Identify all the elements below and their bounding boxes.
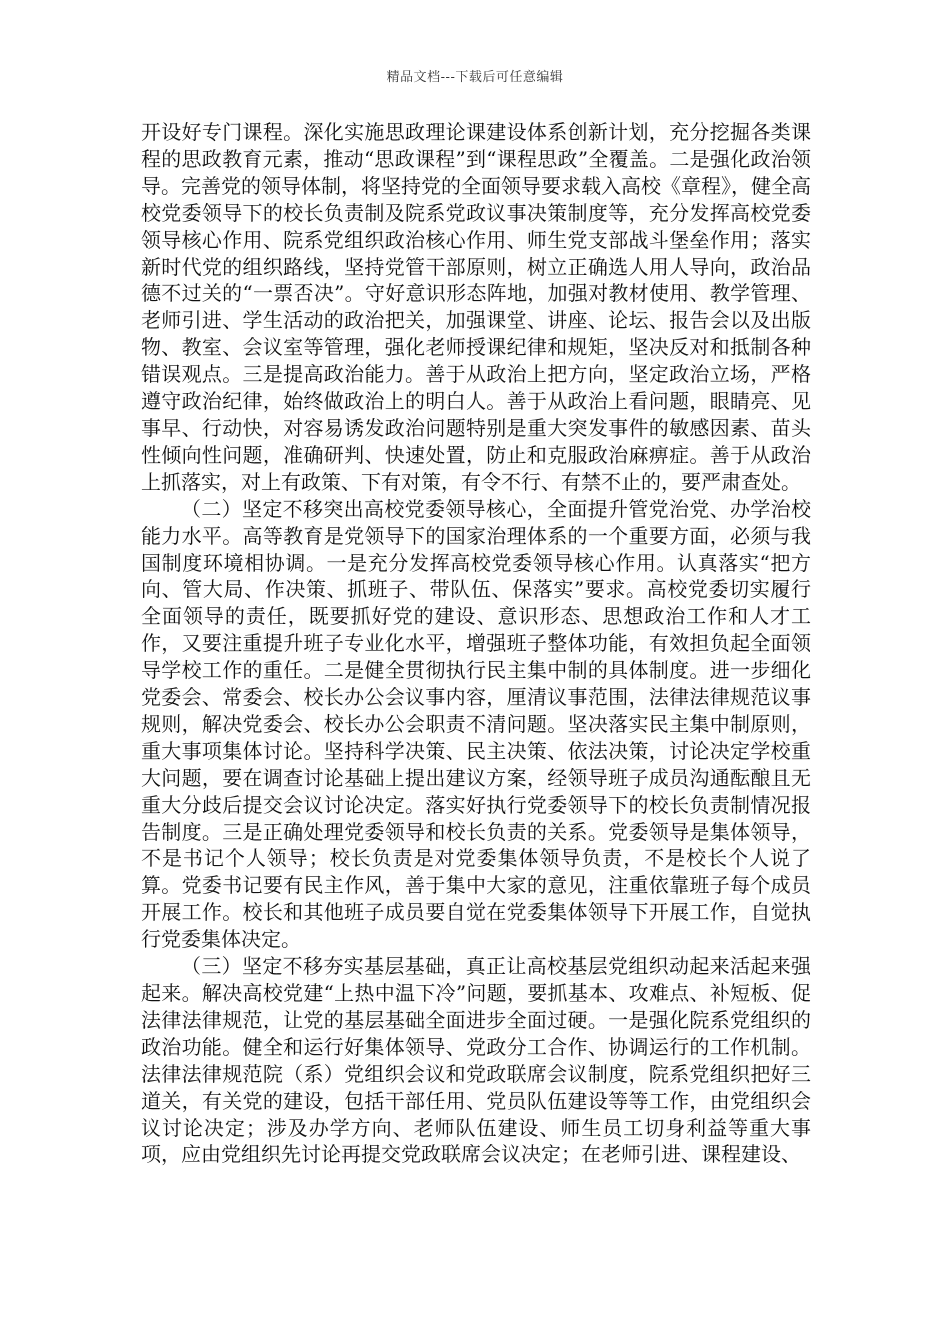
body-paragraph: （三）坚定不移夯实基层基础，真正让高校基层党组织动起来活起来强起来。解决高校党建“上热中温下冷”问题，要抓基本、攻难点、补短板、促法律法律规范，让党的基层基础全面进步全面过硬。一是强化院系党组织的政治功能。健全和运行好集体领导、党政分工合作、协调运行的工作机制。法律法律规范院（系）党组织会议和党政联席会议制度，院系党组织把好三道关，有关党的建设，包括干部任用、党员队伍建设等等工作，由党组织会议讨论决定；涉及办学方向、老师队伍建设、师生员工切身利益等重大事项，应由党组织先讨论再提交党政联席会议决定；在老师引进、课程建设、 [141, 954, 811, 1167]
document-body [141, 119, 811, 1168]
page-header: 精品文档---下载后可任意编辑 [386, 70, 564, 85]
body-paragraph: 开设好专门课程。深化实施思政理论课建设体系创新计划，充分挖掘各类课程的思政教育元素，推动“思政课程”到“课程思政”全覆盖。二是强化政治领导。完善党的领导体制，将坚持党的全面领导要求载入高校《章程》，健全高校党委领导下的校长负责制及院系党政议事决策制度等，充分发挥高校党委领导核心作用、院系党组织政治核心作用、师生党支部战斗堡垒作用；落实新时代党的组织路线，坚持党管干部原则，树立正确选人用人导向，政治品德不过关的“一票否决”。守好意识形态阵地，加强对教材使用、教学管理、老师引进、学生活动的政治把关，加强课堂、讲座、论坛、报告会以及出版物、教室、会议室等管理，强化老师授课纪律和规矩，坚决反对和抵制各种错误观点。三是提高政治能力。善于从政治上把方向，坚定政治立场，严格遵守政治纪律，始终做政治上的明白人。善于从政治上看问题，眼睛亮、见事早、行动快，对容易诱发政治问题特别是重大突发事件的敏感因素、苗头性倾向性问题，准确研判、快速处置，防止和克服政治麻痹症。善于从政治上抓落实，对上有政策、下有对策，有令不行、有禁不止的，要严肃查处。 [141, 120, 811, 494]
body-paragraph: （二）坚定不移突出高校党委领导核心，全面提升管党治党、办学治校能力水平。高等教育是党领导下的国家治理体系的一个重要方面，必须与我国制度环境相协调。一是充分发挥高校党委领导核心作用。认真落实“把方向、管大局、作决策、抓班子、带队伍、保落实”要求。高校党委切实履行全面领导的责任，既要抓好党的建设、意识形态、思想政治工作和人才工作，又要注重提升班子专业化水平，增强班子整体功能，有效担负起全面领导学校工作的重任。二是健全贯彻执行民主集中制的具体制度。进一步细化党委会、常委会、校长办公会议事内容，厘清议事范围，法律法律规范议事规则，解决党委会、校长办公会职责不清问题。坚决落实民主集中制原则，重大事项集体讨论。坚持科学决策、民主决策、依法决策，讨论决定学校重大问题，要在调查讨论基础上提出建议方案，经领导班子成员沟通酝酿且无重大分歧后提交会议讨论决定。落实好执行党委领导下的校长负责制情况报告制度。三是正确处理党委领导和校长负责的关系。党委领导是集体领导，不是书记个人领导；校长负责是对党委集体领导负责，不是校长个人说了算。党委书记要有民主作风，善于集中大家的意见，注重依靠班子每个成员开展工作。校长和其他班子成员要自觉在党委集体领导下开展工作，自觉执行党委集体决定。 [141, 496, 811, 952]
